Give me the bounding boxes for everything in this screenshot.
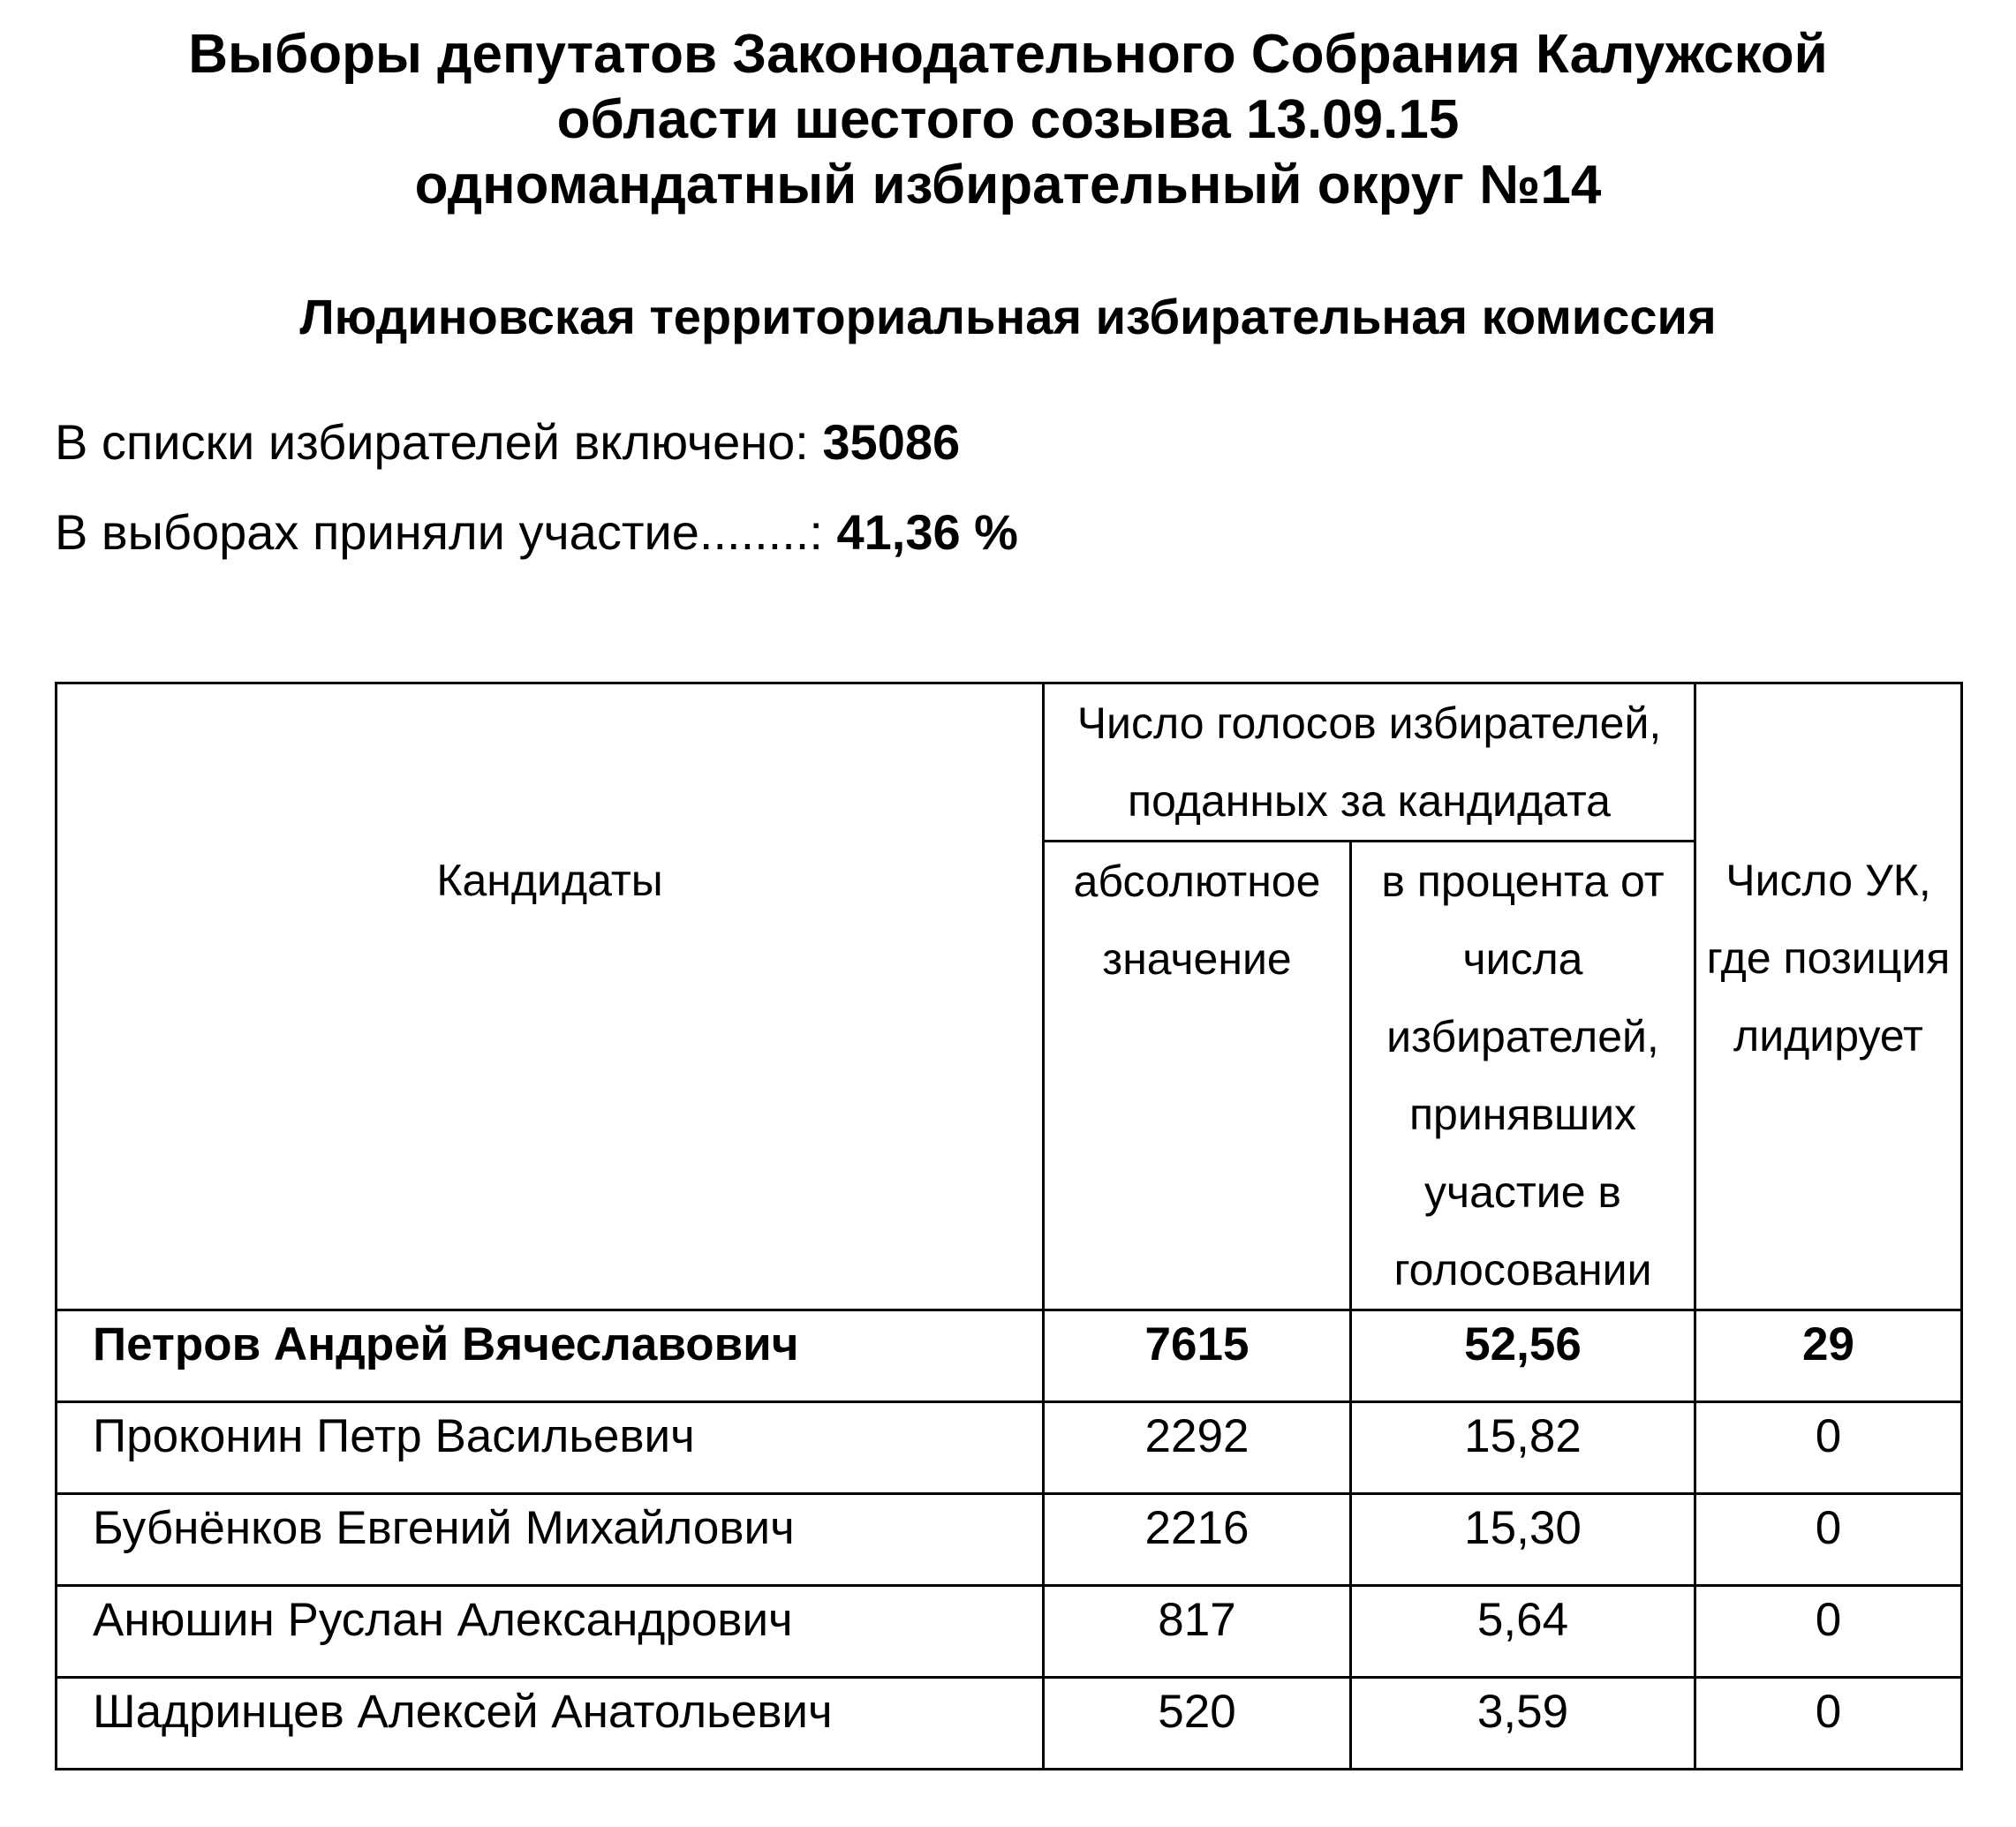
votes-absolute: 7615 (1044, 1310, 1351, 1402)
voters-registered-value: 35086 (822, 414, 961, 470)
uk-count: 0 (1695, 1494, 1962, 1586)
votes-percent: 15,82 (1351, 1402, 1695, 1494)
candidate-name: Бубнёнков Евгений Михайлович (57, 1494, 1044, 1586)
voters-registered-label: В списки избирателей включено: (55, 414, 823, 470)
uk-count: 0 (1695, 1678, 1962, 1770)
page-title-line-3: одномандатный избирательный округ №14 (414, 155, 1602, 215)
table-row (57, 1310, 1962, 1402)
candidate-name: Анюшин Руслан Александрович (57, 1586, 1044, 1678)
votes-absolute: 520 (1044, 1678, 1351, 1770)
table-header-row (57, 683, 1962, 842)
uk-count: 0 (1695, 1586, 1962, 1678)
votes-percent: 5,64 (1351, 1586, 1695, 1678)
voter-turnout-value: 41,36 % (836, 504, 1018, 560)
header-votes-group: Число голосов избирателей, поданных за кандидата (1044, 683, 1695, 842)
results-table (55, 682, 1963, 1770)
commission-name: Людиновская территориальная избирательная комиссия (299, 289, 1717, 344)
page-title-line-2: области шестого созыва 13.09.15 (556, 89, 1460, 150)
votes-absolute: 817 (1044, 1586, 1351, 1678)
table-row (57, 1402, 1962, 1494)
candidate-name: Шадринцев Алексей Анатольевич (57, 1678, 1044, 1770)
votes-percent: 3,59 (1351, 1678, 1695, 1770)
header-absolute: абсолютное значение (1044, 842, 1351, 1310)
table-row (57, 1586, 1962, 1678)
uk-count: 0 (1695, 1402, 1962, 1494)
votes-absolute: 2216 (1044, 1494, 1351, 1586)
voter-turnout-label: В выборах приняли участие........: (55, 504, 837, 560)
header-candidates: Кандидаты (57, 683, 1044, 1310)
voter-turnout (55, 503, 1018, 562)
voters-registered (55, 413, 960, 472)
table-row (57, 1494, 1962, 1586)
table-row (57, 1678, 1962, 1770)
uk-count: 29 (1695, 1310, 1962, 1402)
header-uk-count: Число УК, где позиция лидирует (1695, 683, 1962, 1310)
candidate-name: Петров Андрей Вячеславович (57, 1310, 1044, 1402)
header-percent: в процента от числа избирателей, принявших участие в голосовании (1351, 842, 1695, 1310)
candidate-name: Проконин Петр Васильевич (57, 1402, 1044, 1494)
votes-percent: 52,56 (1351, 1310, 1695, 1402)
votes-percent: 15,30 (1351, 1494, 1695, 1586)
votes-absolute: 2292 (1044, 1402, 1351, 1494)
page-title-line-1: Выборы депутатов Законодательного Собрания Калужской (188, 24, 1828, 85)
